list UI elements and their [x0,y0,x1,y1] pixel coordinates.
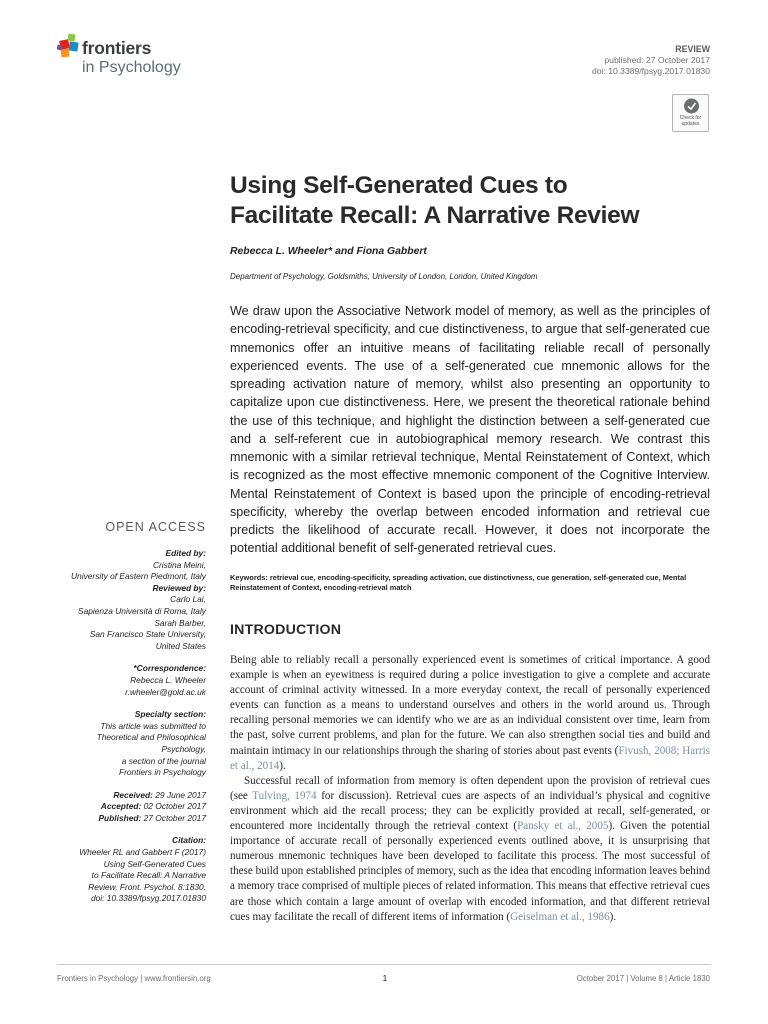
check-updates-label: Check for updates [679,115,702,127]
paragraph-2-text-d: ). [609,910,617,923]
paragraph-2 [230,774,710,925]
correspondence-email[interactable]: r.wheeler@gold.ac.uk [125,686,206,697]
editor-affiliation: University of Eastern Piedmont, Italy [71,571,206,582]
page-number: 1 [382,973,388,983]
correspondence-label: *Correspondence: [133,663,206,674]
article-info-sidebar [40,548,206,905]
accepted-label: Accepted: [100,801,142,812]
accepted-date [40,801,206,813]
received-date [40,790,206,802]
reviewer-2-name: Sarah Barber, [154,617,206,628]
body-text [230,653,710,925]
paragraph-1-text: Being able to reliably recall a personally experienced event is sometimes of critical importance. A good example is when an eyewitness is required during a police investigation to give a complete and accurate account of criminal activity witnessed. In a more everyday context, the recall of personally experienced events can function as a means to understand ourselves and others in the world around us. Through recalling personal memories we can identify who we are as an individual consistent over time, learn from the past, solve current problems, and plan for the future. We can also strengthen social ties and build and maintain intimacy in our relationships through the sharing of stories about past events ( [230,654,710,757]
reviewer-1-name: Carlo Lai, [170,594,206,605]
published-label: Published: [98,812,142,823]
published-value: 27 October 2017 [141,812,206,823]
journal-brand: frontiers [82,38,152,58]
citation-link[interactable]: Pansky et al., 2005 [517,820,609,833]
citation-link[interactable]: Tulving, 1974 [252,789,317,802]
paragraph-1-end: ). [279,759,286,772]
published-date-sidebar [40,813,206,825]
title-line-1: Using Self-Generated Cues to [230,172,568,199]
citation-link[interactable]: Fivush, 2008; Harris et al., 2014 [230,744,710,772]
specialty-line-2: Theoretical and Philosophical [96,732,206,743]
footer-issue-info: October 2017 | Volume 8 | Article 1830 [576,974,710,983]
journal-name: in Psychology [82,59,181,76]
article-doi[interactable]: doi: 10.3389/fpsyg.2017.01830 [591,66,710,76]
paragraph-2-text-b: for discussion). Retrieval cues are aspects of an individual’s physical and cognitive environment which aid the recall process; they can be explicitly provided at recall, self-generated, or encountered more incidentally through the retrieval context ( [230,789,710,833]
citation-label: Citation: [172,835,206,846]
authors: Rebecca L. Wheeler* and Fiona Gabbert [230,246,427,257]
citation-line-2: Using Self-Generated Cues [103,858,206,869]
article-type: REVIEW [675,44,710,54]
citation-link[interactable]: Geiselman et al., 1986 [510,910,610,923]
citation-line-5: doi: 10.3389/fpsyg.2017.01830 [90,893,206,904]
paragraph-2-text-a: Successful recall of information from memory is often dependent upon the provision of retrieval cues (see [230,774,710,802]
affiliation: Department of Psychology, Goldsmiths, University of London, London, United Kingdom [230,272,538,281]
article-title [230,171,710,231]
specialty-section-label: Specialty section: [134,709,206,720]
editor-name: Cristina Meini, [152,559,206,570]
check-for-updates-badge[interactable] [672,94,709,132]
abstract: We draw upon the Associative Network model of memory, as well as the principles of encoding-retrieval specificity, and cue distinctiveness, to argue that self-generated cue mnemonics offer an intuitive means of facilitating reliable recall of personally experienced events. The use of a self-generated cue mnemonic allows for the spreading activation nature of memory, whilst also presenting an opportunity to capitalize upon cue distinctiveness. Here, we present the theoretical rationale behind the use of this technique, and highlight the distinction between a self-generated cue and a self-referent cue in autobiographical memory research. We contrast this mnemonic with a similar retrieval technique, Mental Reinstatement of Context, which is recognized as the most effective mnemonic component of the Cognitive Interview. Mental Reinstatement of Context is based upon the principle of encoding-retrieval specificity, whereby the overlap between encoded information and retrieval cue predicts the likelihood of accurate recall. However, it does not incorporate the potential additional benefit of self-generated retrieval cues. [230,304,710,556]
paragraph-2-text-c: ). Given the potential importance of accurate recall of personally experienced events outlined above, it is unsurprising that numerous mnemonic techniques have been developed to facilitate this process. The most successful of these build upon established principles of memory, such as the idea that encoding information leaves behind a memory trace comprised of multiple pieces of related information. This means that effective retrieval cues are those which contain a large amount of overlap with encoded information, and that different retrieval cues may facilitate the recall of different items of information ( [230,820,710,923]
specialty-line-1: This article was submitted to [100,720,206,731]
title-line-2: Facilitate Recall: A Narrative Review [230,202,640,229]
reviewer-2-affiliation-1: San Francisco State University, [89,629,206,640]
citation-line-1: Wheeler RL and Gabbert F (2017) [79,847,206,858]
article-meta [450,44,710,77]
specialty-line-5: Frontiers in Psychology [118,767,206,778]
frontiers-logo-icon [57,33,81,59]
specialty-line-3: Psychology, [161,743,206,754]
reviewed-by-label: Reviewed by: [152,582,206,593]
reviewer-2-affiliation-2: United States [155,640,206,651]
footer-journal-link[interactable]: Frontiers in Psychology | www.frontiersin.org [57,974,211,983]
received-label: Received: [113,789,153,800]
section-heading-introduction: INTRODUCTION [230,622,342,638]
footer-divider [57,964,711,965]
citation-line-3: to Facilitate Recall: A Narrative [91,870,206,881]
accepted-value: 02 October 2017 [141,801,206,812]
edited-by-label: Edited by: [165,548,206,558]
open-access-label: OPEN ACCESS [105,520,206,534]
paragraph-1 [230,653,710,774]
citation-line-4: Review. Front. Psychol. 8:1830. [88,881,206,892]
reviewer-1-affiliation: Sapienza Università di Roma, Italy [77,605,206,616]
correspondence-name: Rebecca L. Wheeler [130,674,206,685]
keywords: Keywords: retrieval cue, encoding-specificity, spreading activation, cue distinctivness, cue generation, self-generated cue, Mental Reinstatement of Context, encoding-retrieval match [230,573,687,592]
received-value: 29 June 2017 [152,789,206,800]
specialty-line-4: a section of the journal [121,755,206,766]
check-updates-icon [673,95,710,117]
published-date: published: 27 October 2017 [604,55,710,65]
